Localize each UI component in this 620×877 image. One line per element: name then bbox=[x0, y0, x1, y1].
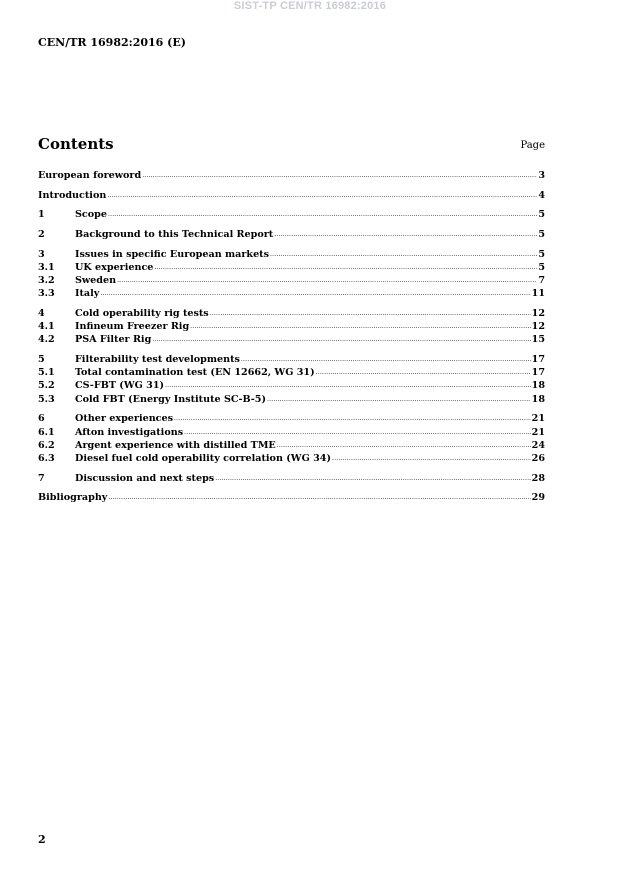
toc-leader-dots bbox=[267, 393, 531, 406]
document-id-header: CEN/TR 16982:2016 (E) bbox=[38, 36, 186, 49]
toc-entry-page: 21 bbox=[531, 426, 545, 438]
toc-entry-number: 5.2 bbox=[38, 380, 55, 392]
toc-entry-number: 6.2 bbox=[38, 439, 55, 451]
toc-entry-page: 26 bbox=[531, 452, 545, 464]
toc-entry-page: 17 bbox=[531, 367, 545, 379]
toc-entry-title: CS-FBT (WG 31) bbox=[75, 380, 165, 392]
toc-entry-page: 11 bbox=[531, 288, 545, 300]
toc-entry-page: 24 bbox=[531, 439, 545, 451]
toc-entry-page: 5 bbox=[538, 261, 545, 273]
toc-leader-dots bbox=[332, 452, 531, 465]
toc-entry-title: Background to this Technical Report bbox=[75, 229, 274, 241]
toc-entry[interactable] bbox=[38, 169, 545, 182]
toc-entry-number: 5 bbox=[38, 354, 45, 366]
toc-entry-number: 6.1 bbox=[38, 426, 55, 438]
toc-entry-title: Introduction bbox=[38, 189, 107, 201]
toc-entry-number: 7 bbox=[38, 472, 45, 484]
toc-entry[interactable] bbox=[38, 426, 545, 439]
toc-leader-dots bbox=[241, 353, 531, 366]
toc-leader-dots bbox=[108, 208, 537, 221]
toc-entry[interactable] bbox=[38, 274, 545, 287]
table-of-contents bbox=[38, 169, 545, 504]
toc-leader-dots bbox=[277, 439, 531, 452]
toc-entry[interactable] bbox=[38, 439, 545, 452]
toc-leader-dots bbox=[154, 261, 537, 274]
toc-entry-title: Discussion and next steps bbox=[75, 472, 215, 484]
toc-entry[interactable] bbox=[38, 248, 545, 261]
toc-entry-number: 3 bbox=[38, 248, 45, 260]
toc-leader-dots bbox=[117, 274, 537, 287]
toc-entry-title: UK experience bbox=[75, 261, 154, 273]
toc-leader-dots bbox=[190, 320, 530, 333]
toc-leader-dots bbox=[174, 412, 531, 425]
toc-leader-dots bbox=[152, 333, 530, 346]
toc-entry-title: Filterability test developments bbox=[75, 354, 240, 366]
toc-leader-dots bbox=[108, 491, 530, 504]
toc-entry-number: 4.1 bbox=[38, 321, 55, 333]
toc-entry-page: 18 bbox=[531, 393, 545, 405]
toc-entry[interactable] bbox=[38, 491, 545, 504]
watermark: SIST-TP CEN/TR 16982:2016 bbox=[233, 0, 387, 12]
contents-heading: Contents bbox=[38, 135, 114, 153]
toc-entry[interactable] bbox=[38, 366, 545, 379]
toc-leader-dots bbox=[210, 307, 531, 320]
toc-entry-page: 4 bbox=[538, 189, 545, 201]
toc-entry-title: European foreword bbox=[38, 170, 142, 181]
toc-entry-page: 5 bbox=[538, 248, 545, 260]
toc-entry-number: 3.2 bbox=[38, 275, 55, 287]
toc-entry[interactable] bbox=[38, 353, 545, 366]
toc-entry-number: 4.2 bbox=[38, 334, 55, 346]
toc-entry-page: 18 bbox=[531, 380, 545, 392]
toc-entry-number: 6.3 bbox=[38, 452, 55, 464]
toc-entry-page: 5 bbox=[538, 229, 545, 241]
toc-entry[interactable] bbox=[38, 333, 545, 346]
toc-entry[interactable] bbox=[38, 189, 545, 202]
toc-entry-title: Scope bbox=[75, 209, 107, 221]
toc-entry[interactable] bbox=[38, 228, 545, 241]
toc-entry[interactable] bbox=[38, 393, 545, 406]
toc-entry-page: 12 bbox=[531, 321, 545, 333]
toc-entry-title: Afton investigations bbox=[75, 426, 184, 438]
toc-entry[interactable] bbox=[38, 412, 545, 425]
toc-entry-title: Infineum Freezer Rig bbox=[75, 321, 190, 333]
toc-entry-title: Cold operability rig tests bbox=[75, 308, 209, 319]
toc-entry-page: 15 bbox=[531, 334, 545, 346]
toc-entry-number: 6 bbox=[38, 413, 45, 425]
toc-entry-title: PSA Filter Rig bbox=[75, 334, 152, 346]
toc-leader-dots bbox=[215, 472, 530, 485]
toc-entry-number: 3.3 bbox=[38, 288, 55, 300]
toc-entry-page: 3 bbox=[538, 170, 545, 181]
toc-entry[interactable] bbox=[38, 307, 545, 320]
toc-entry[interactable] bbox=[38, 287, 545, 300]
toc-entry[interactable] bbox=[38, 320, 545, 333]
toc-entry-number: 2 bbox=[38, 229, 45, 241]
toc-entry-title: Issues in specific European markets bbox=[75, 248, 270, 260]
toc-entry[interactable] bbox=[38, 452, 545, 465]
toc-entry-title: Argent experience with distilled TME bbox=[75, 439, 276, 451]
toc-leader-dots bbox=[142, 169, 537, 182]
toc-entry[interactable] bbox=[38, 208, 545, 221]
toc-entry-number: 3.1 bbox=[38, 261, 55, 273]
page-number: 2 bbox=[38, 833, 46, 846]
page-column-label: Page bbox=[520, 140, 545, 151]
toc-entry-title: Diesel fuel cold operability correlation (WG 34) bbox=[75, 452, 331, 464]
toc-entry-page: 17 bbox=[531, 354, 545, 366]
toc-entry-page: 5 bbox=[538, 209, 545, 221]
toc-leader-dots bbox=[184, 426, 531, 439]
toc-entry-number: 5.3 bbox=[38, 393, 55, 405]
toc-entry-title: Sweden bbox=[75, 275, 117, 287]
toc-entry-page: 21 bbox=[531, 413, 545, 425]
toc-entry-page: 12 bbox=[531, 308, 545, 319]
toc-leader-dots bbox=[100, 287, 530, 300]
toc-entry-number: 4 bbox=[38, 308, 45, 319]
toc-entry-page: 7 bbox=[538, 275, 545, 287]
toc-entry[interactable] bbox=[38, 261, 545, 274]
toc-leader-dots bbox=[274, 228, 537, 241]
toc-leader-dots bbox=[316, 366, 531, 379]
toc-entry-title: Bibliography bbox=[38, 492, 108, 504]
toc-entry-number: 5.1 bbox=[38, 367, 55, 379]
toc-entry-number: 1 bbox=[38, 209, 45, 221]
toc-entry-title: Total contamination test (EN 12662, WG 31) bbox=[75, 367, 315, 379]
toc-entry[interactable] bbox=[38, 472, 545, 485]
toc-entry[interactable] bbox=[38, 379, 545, 392]
toc-entry-title: Italy bbox=[75, 288, 100, 300]
toc-entry-page: 28 bbox=[531, 472, 545, 484]
toc-entry-page: 29 bbox=[531, 492, 545, 504]
toc-entry-title: Cold FBT (Energy Institute SC-B-5) bbox=[75, 393, 266, 405]
toc-leader-dots bbox=[107, 189, 537, 202]
toc-entry-title: Other experiences bbox=[75, 413, 174, 425]
toc-leader-dots bbox=[165, 379, 531, 392]
toc-leader-dots bbox=[270, 248, 537, 261]
